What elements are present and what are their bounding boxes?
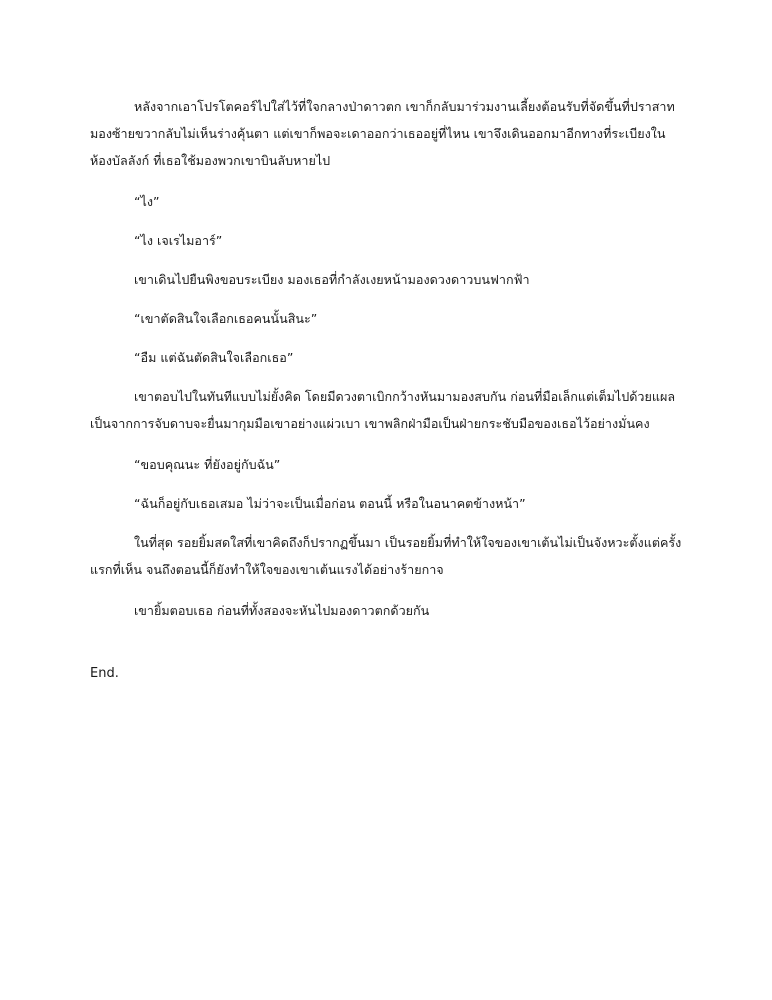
paragraph-3: “ไง เจเรไมอาร์” xyxy=(134,233,223,248)
paragraph-10: ในที่สุด รอยยิ้มสดใสที่เขาคิดถึงก็ปรากฏขึ้นมา เป็นรอยยิ้มที่ทำให้ใจของเขาเต้นไม่เป็นจังหวะตั้งแต่ครั้งแรกที่เห็น จนถึงตอนนี้ก็ยังทำให้ใจของเขาเต้นแรงได้อย่างร้ายกาจ xyxy=(90,535,682,577)
paragraph-7: เขาตอบไปในทันทีแบบไม่ยั้งคิด โดยมีดวงตาเบิกกว้างหันมามองสบกัน ก่อนที่มือเล็กแต่เต็มไปด้วยแผลเป็นจากการจับดาบจะยื่นมากุมมือเขาอย่างแผ่วเบา เขาพลิกฝ่ามือเป็นฝ่ายกระชับมือของเธอไว้อย่างมั่นคง xyxy=(90,389,676,431)
end-marker: End. xyxy=(90,666,119,681)
paragraph-4: เขาเดินไปยืนพิงขอบระเบียง มองเธอที่กำลังเงยหน้ามองดวงดาวบนฟากฟ้า xyxy=(134,272,530,287)
paragraph-11: เขายิ้มตอบเธอ ก่อนที่ทั้งสองจะหันไปมองดาวตกด้วยกัน xyxy=(134,603,430,618)
paragraph-2: “ไง” xyxy=(134,194,160,209)
story-body xyxy=(90,93,686,636)
paragraph-6: “อืม แต่ฉันตัดสินใจเลือกเธอ” xyxy=(134,350,294,365)
paragraph-9: “ฉันก็อยู่กับเธอเสมอ ไม่ว่าจะเป็นเมื่อก่อน ตอนนี้ หรือในอนาคตข้างหน้า” xyxy=(134,496,526,511)
paragraph-1: หลังจากเอาโปรโตคอร์ไปใส่ไว้ที่ใจกลางป่าดาวตก เขาก็กลับมาร่วมงานเลี้ยงต้อนรับที่จัดขึ้นที่ปราสาท มองซ้ายขวากลับไม่เห็นร่างคุ้นตา แต่เขาก็พอจะเดาออกว่าเธออยู่ที่ไหน เขาจึงเดินออกมาอีกทางที่ระเบียงในห้องบัลลังก์ ที่เธอใช้มองพวกเขาบินลับหายไป xyxy=(90,99,675,168)
paragraph-5: “เขาตัดสินใจเลือกเธอคนนั้นสินะ” xyxy=(134,311,318,326)
paragraph-8: “ขอบคุณนะ ที่ยังอยู่กับฉัน” xyxy=(134,457,281,472)
